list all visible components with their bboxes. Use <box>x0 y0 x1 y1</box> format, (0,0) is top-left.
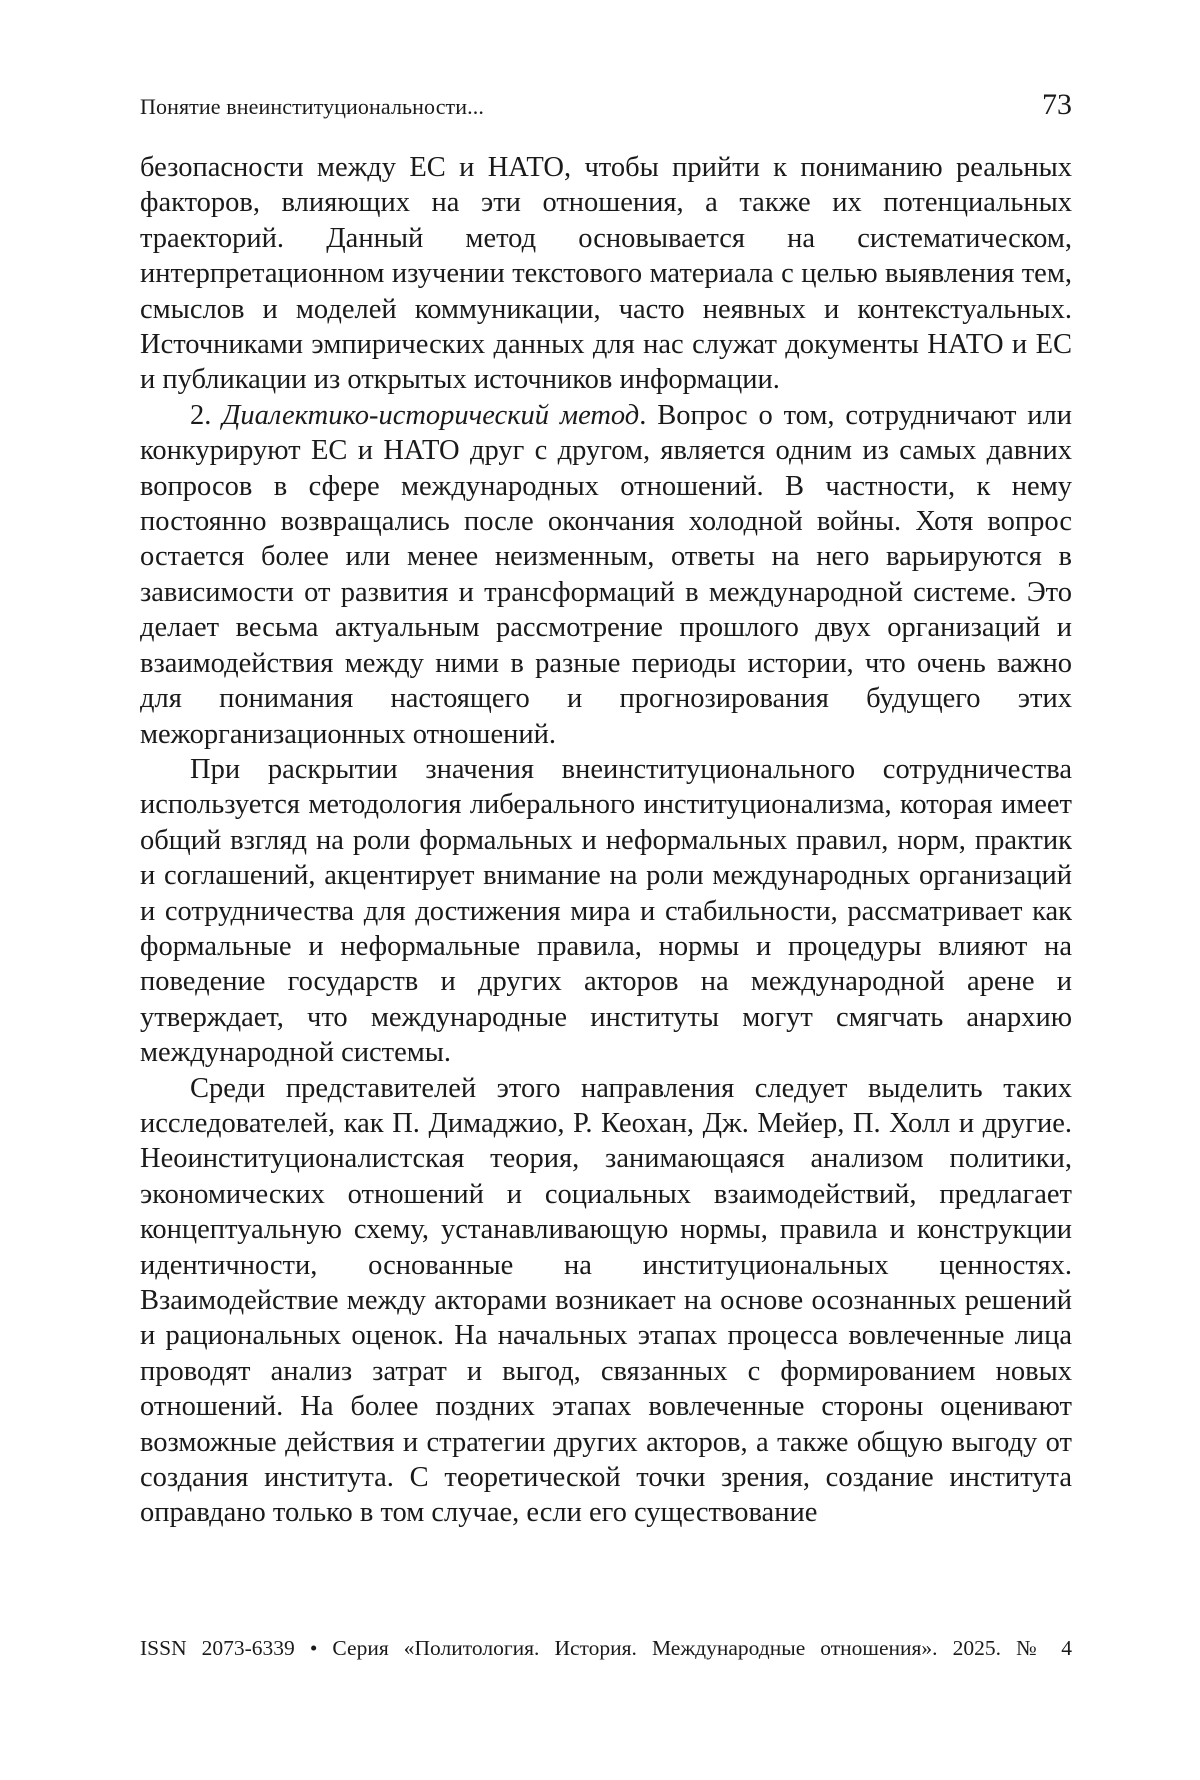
method-name: Диалектико-исторический метод <box>222 400 639 431</box>
paragraph-2-number: 2. <box>190 400 211 431</box>
running-title: Понятие внеинституциональности... <box>140 94 484 120</box>
paragraph-1: безопасности между ЕС и НАТО, чтобы прийти к пониманию реальных факторов, влияющих на эти отношения, а также их потенциальных траекторий. Данный метод основывается на систематическом, интерпретационном изучении текстового материала с целью выявления тем, смыслов и моделей коммуникации, часто неявных и контекстуальных. Источниками эмпирических данных для нас служат документы НАТО и ЕС и публикации из открытых источников информации. <box>140 150 1072 398</box>
paragraph-2 <box>140 398 1072 752</box>
body-text <box>140 150 1072 1531</box>
paragraph-2-text: . Вопрос о том, сотрудничают или конкурируют ЕС и НАТО друг с другом, является одним из самых давних вопросов в сфере международных отношений. В частности, к нему постоянно возвращались после окончания холодной войны. Хотя вопрос остается более или менее неизменным, ответы на него варьируются в зависимости от развития и трансформаций в международной системе. Это делает весьма актуальным рассмотрение прошлого двух организаций и взаимодействия между ними в разные периоды истории, что очень важно для понимания настоящего и прогнозирования будущего этих межорганизационных отношений. <box>140 400 1072 750</box>
page-header <box>140 88 1072 128</box>
page-number: 73 <box>1042 88 1072 122</box>
paragraph-4: Среди представителей этого направления следует выделить таких исследователей, как П. Димаджио, Р. Кеохан, Дж. Мейер, П. Холл и другие. Неоинституционалистская теория, занимающаяся анализом политики, экономических отношений и социальных взаимодействий, предлагает концептуальную схему, устанавливающую нормы, правила и конструкции идентичности, основанные на институциональных ценностях. Взаимодействие между акторами возникает на основе осознанных решений и рациональных оценок. На начальных этапах процесса вовлеченные лица проводят анализ затрат и выгод, связанных с формированием новых отношений. На более поздних этапах вовлеченные стороны оценивают возможные действия и стратегии других акторов, а также общую выгоду от создания института. С теоретической точки зрения, создание института оправдано только в том случае, если его существование <box>140 1071 1072 1531</box>
paragraph-3: При раскрытии значения внеинституционального сотрудничества используется методология либерального институционализма, которая имеет общий взгляд на роли формальных и неформальных правил, норм, практик и соглашений, акцентирует внимание на роли международных организаций и сотрудничества для достижения мира и стабильности, рассматривает как формальные и неформальные правила, нормы и процедуры влияют на поведение государств и других акторов на международной арене и утверждает, что международные институты могут смягчать анархию международной системы. <box>140 752 1072 1071</box>
page-footer: ISSN 2073-6339 • Серия «Политология. История. Международные отношения». 2025. № 4 <box>140 1636 1072 1661</box>
